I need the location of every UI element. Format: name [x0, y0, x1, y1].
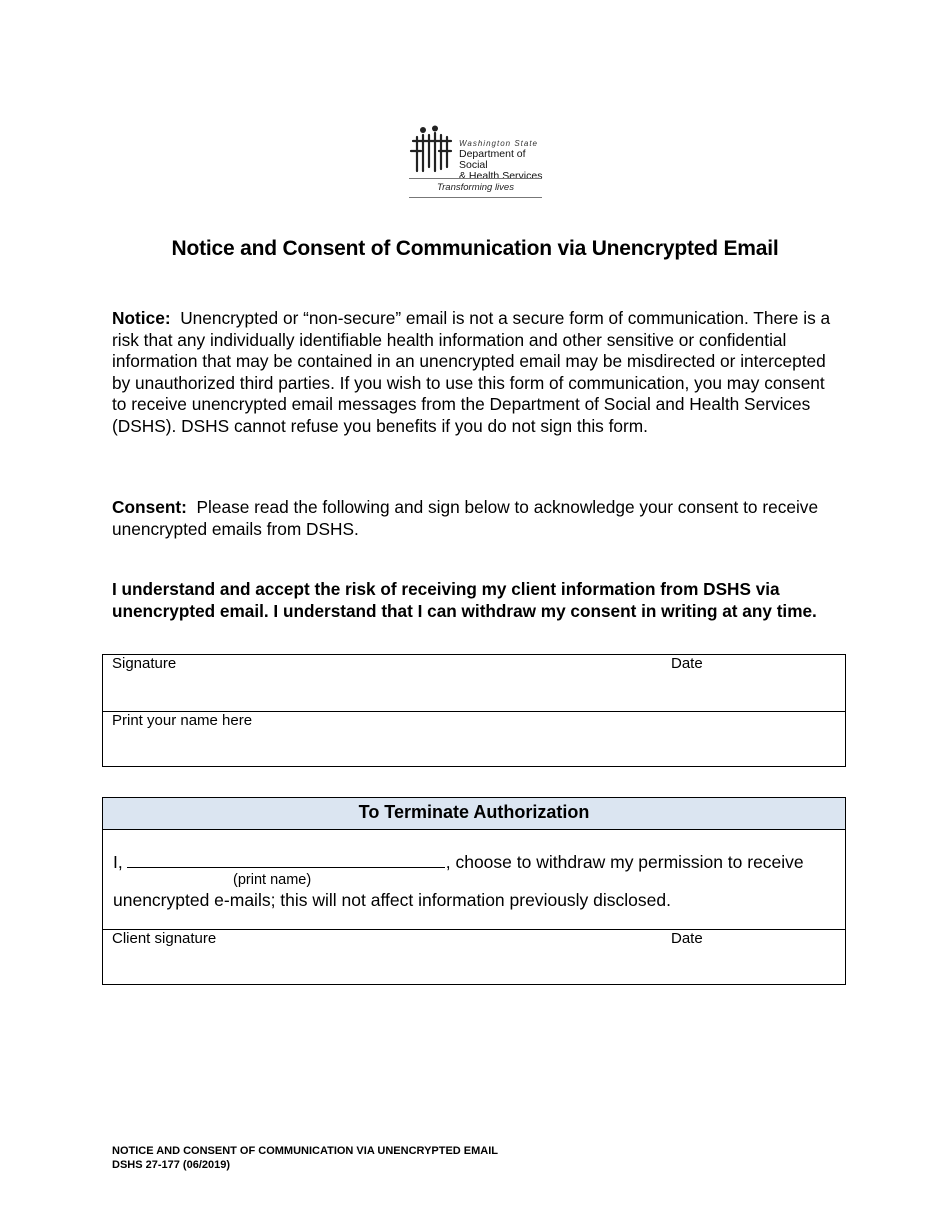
logo-state: Washington State [459, 139, 539, 148]
signature-box [102, 654, 846, 767]
terminate-prefix: I, [113, 852, 123, 872]
consent-text: Please read the following and sign below to acknowledge your consent to receive unencrypted emails from DSHS. [112, 497, 819, 539]
document-title: Notice and Consent of Communication via Unencrypted Email [171, 237, 779, 260]
signature-field[interactable] [103, 655, 845, 711]
signature-date-label: Date [671, 655, 703, 672]
print-name-label: Print your name here [112, 712, 253, 729]
consent-label: Consent: [112, 497, 187, 517]
notice-label: Notice: [112, 308, 171, 328]
notice-text: Unencrypted or “non-secure” email is not a secure form of communication. There is a risk that any individually identifiable health information and other sensitive or confidential information that may be contained in an unencrypted email may be misdirected or intercepted by unauthorized third parties. If you wish to use this form of communication, you may consent to receive unencrypted email messages from the Department of Social and Health Services (DSHS). DSHS cannot refuse you benefits if you do not sign this form. [112, 308, 831, 436]
dshs-people-icon [409, 125, 457, 173]
terminate-statement-line2: unencrypted e-mails; this will not affect information previously disclosed. [113, 890, 671, 910]
client-signature-date-label: Date [671, 930, 703, 947]
dshs-wordmark [459, 138, 543, 182]
print-name-field[interactable] [103, 711, 845, 768]
withdraw-name-input[interactable] [127, 849, 445, 868]
dshs-logo [409, 125, 543, 201]
form-footer [112, 1144, 498, 1172]
logo-department-line1: Department of Social [459, 148, 526, 171]
print-name-hint: (print name) [233, 872, 312, 888]
client-signature-field[interactable] [103, 929, 845, 985]
logo-divider-bottom [409, 197, 542, 198]
footer-form-title: NOTICE AND CONSENT OF COMMUNICATION VIA UNENCRYPTED EMAIL [112, 1145, 499, 1157]
terminate-suffix: , choose to withdraw my permission to receive [445, 852, 804, 872]
consent-paragraph [112, 497, 842, 540]
logo-tagline: Transforming lives [437, 182, 514, 193]
terminate-statement-line1 [113, 849, 804, 873]
notice-paragraph [112, 308, 842, 437]
terminate-authorization-box [102, 797, 846, 985]
acknowledgement-statement: I understand and accept the risk of receiving my client information from DSHS via unencrypted email. I understand that I can withdraw my consent in writing at any time. [112, 579, 817, 621]
footer-form-number: DSHS 27-177 (06/2019) [112, 1159, 231, 1171]
client-signature-label: Client signature [112, 930, 217, 947]
logo-divider-top [409, 178, 542, 179]
logo-department-line2: & Health Services [459, 170, 543, 182]
terminate-heading: To Terminate Authorization [103, 798, 845, 830]
signature-label: Signature [112, 655, 177, 672]
